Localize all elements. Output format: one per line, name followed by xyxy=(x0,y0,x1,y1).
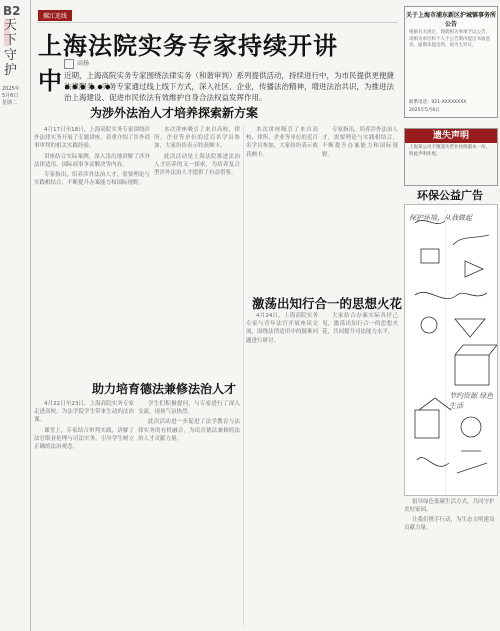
section3-col1 xyxy=(246,312,318,622)
author: 高扬 xyxy=(77,60,90,67)
section3-col-top2 xyxy=(322,126,398,286)
byline-box-icon xyxy=(64,59,74,69)
section3-para: 大家结合办案实际各抒己见，激荡出知行合一的思想火花，共同提升司法能力水平。 xyxy=(322,313,398,336)
section1-col1 xyxy=(34,126,150,366)
sidebar-para: 倡导绿色低碳生活方式，共同守护美好家园。 xyxy=(404,499,495,513)
section3-para: 本次讲座吸引了来自高校、律所、企业等单位的近百名学员参加，大家纷纷表示收获颇丰。 xyxy=(246,127,318,158)
right-sidebar xyxy=(402,0,500,631)
left-side-column xyxy=(0,0,31,631)
loss-notice-text: 上海某公司不慎遗失营业执照副本一份，特此声明作废。 xyxy=(409,145,490,157)
section1-title: 为涉外法治人才培养探索新方案 xyxy=(90,106,259,120)
page-number: B2 xyxy=(3,4,21,18)
date-line-day: 5月6日 xyxy=(2,93,19,99)
vertical-section-title: 天下守护 xyxy=(4,18,18,78)
byline xyxy=(64,58,89,69)
section2-para: 4月22日至23日，上海高院实务专家走进高校，为法学院学生带来生动的法治课。 xyxy=(34,401,134,424)
env-ad-illustration xyxy=(404,204,498,496)
section1-col2 xyxy=(154,126,240,366)
section1b-para: 本次讲座吸引了来自高校、律所、企业等单位的近百名学员参加，大家纷纷表示收获颇丰。 xyxy=(154,127,240,150)
section3-para: 专家指出，培养涉外法治人才，需要理论与实践相结合，不断提升办案能力和国际视野。 xyxy=(322,127,398,158)
page-title: 上海法院实务专家持续开讲中…… xyxy=(38,31,338,95)
header-rule xyxy=(38,22,398,23)
date-line-year: 2025年 xyxy=(2,86,20,92)
section2b-para: 此次活动进一步促进了法学教育与法律实务的有机融合，为培育德法兼修的法治人才贡献力量。 xyxy=(138,419,240,442)
loss-notice-header: 遗失声明 xyxy=(405,129,497,143)
section2-col2 xyxy=(138,400,240,625)
art-handwriting-1: 保护环境，从我做起 xyxy=(409,214,472,222)
section1-para: 4月17日至18日，上海高院实务专家围绕涉外法律实务开展了专题讲座，着重介绍了涉外商事审判的相关实践经验。 xyxy=(34,127,150,150)
column-divider xyxy=(243,126,244,626)
env-ad-sketch xyxy=(405,205,497,495)
issue-date xyxy=(2,86,28,107)
section1-para: 专家指出，培养涉外法治人才，需要理论与实践相结合，不断提升办案能力和国际视野。 xyxy=(34,172,150,187)
date-line-weekday: 星期二 xyxy=(2,100,18,106)
lead-paragraph: 近期，上海高院实务专家围绕法律实务（和谐审判）系列提供活动，持续进行中，为市民提供更便捷法律服务。实务专家通过线上线下方式，深入社区、企业，传播法治精神，增进法治共识，为推进法治上海建设、促进市民依法有效维护自身合法权益发挥作用。 xyxy=(64,71,394,102)
section3-col2 xyxy=(322,312,398,622)
env-ad-title: 环保公益广告 xyxy=(417,189,483,202)
sidebar-para: 让我们携手行动，为生态文明建设贡献力量。 xyxy=(404,517,495,531)
section2-title: 助力培育德法兼修法治人才 xyxy=(92,382,237,396)
section3-col-top xyxy=(246,126,318,286)
section-tag: 嫘江连线 xyxy=(38,10,72,21)
public-announcement-box xyxy=(404,6,498,118)
art-handwriting-2: 节约资源 绿色生活 xyxy=(449,392,494,410)
section2-para: 课堂上，专家结合审判实践，讲解了法官职业伦理与司法实务，引导学生树立正确的法治观念。 xyxy=(34,427,134,451)
section2b-para: 学生们积极提问，与专家进行了深入交流，现场气氛热烈。 xyxy=(138,401,240,416)
section3-title: 激荡出知行合一的思想火花 xyxy=(252,296,403,311)
announcement-date: 2025年5月6日 xyxy=(409,108,440,113)
section1-para: 讲座结合实际案例，深入浅出地讲解了涉外法律适用、国际商事争议解决等内容。 xyxy=(34,153,150,168)
sidebar-columns xyxy=(404,498,496,534)
announcement-text: 根据有关规定，现就相关事项予以公告，请相关单位和个人于公告期内提出书面意见。逾期未提出的，视为无异议。 xyxy=(409,30,490,48)
section1b-para: 此次活动是上海法院推进法治人才培养的又一探索，为培养复合型涉外法治人才提供了有益借鉴。 xyxy=(154,153,240,177)
announcement-phone: 联系电话：021-XXXXXXXX xyxy=(409,100,467,105)
announcement-title: 关于上海市浦东新区沪城镇事务所公告 xyxy=(405,12,496,28)
loss-notice-box xyxy=(404,128,498,186)
section3-para: 4月24日，上海高院实务专家与青年法官开展座谈交流，围绕法律适用中的疑难问题进行研讨。 xyxy=(246,313,318,344)
section2-col1 xyxy=(34,400,134,625)
